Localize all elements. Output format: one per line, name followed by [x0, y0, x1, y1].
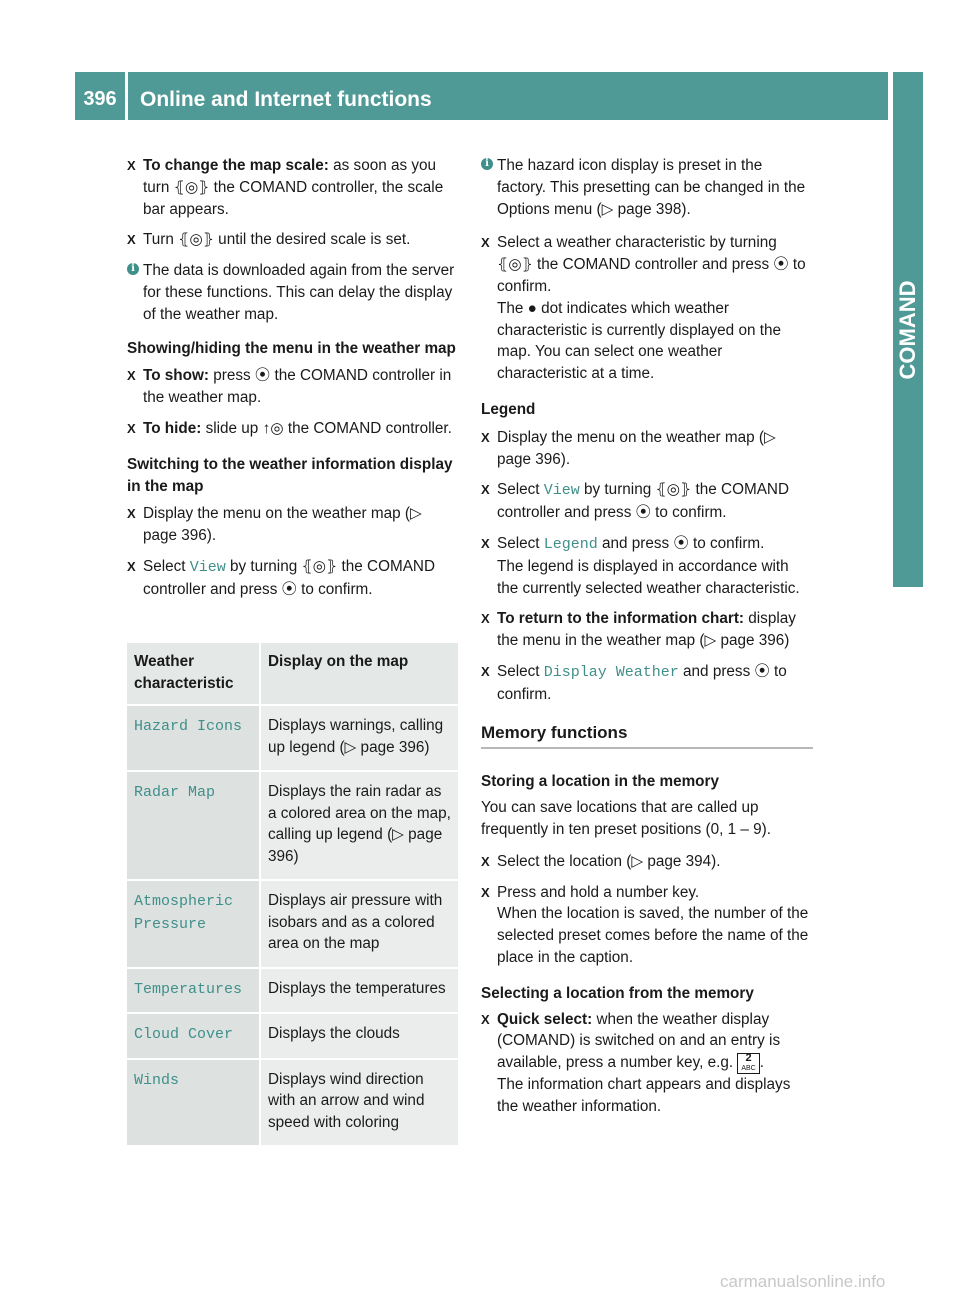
step-arrow-icon: X [481, 235, 490, 251]
characteristic-desc: Displays warnings, calling up legend (▷ page 396) [260, 705, 458, 771]
step-text: and press ⦿ to confirm. [497, 662, 787, 703]
right-column [481, 155, 813, 1126]
info-icon: i [481, 158, 493, 170]
section-heading: Showing/hiding the menu in the weather map [127, 339, 456, 357]
step-display-menu [127, 503, 460, 547]
step-note: When the location is saved, the number of the selected preset comes before the name of the place in the caption. [497, 905, 809, 966]
number-key-icon [737, 1053, 759, 1074]
step-text: Display the menu on the weather map (▷ page 396). [143, 505, 422, 545]
table-header-cell: Display on the map [260, 643, 458, 705]
step-select-view [127, 556, 460, 601]
side-tab-label-wrap [893, 72, 923, 587]
step-text: as soon as you turn ⦃◎⦄ the COMAND controller, the scale bar appears. [143, 157, 444, 218]
info-note [127, 260, 460, 325]
storing-text: You can save locations that are called up frequently in ten preset positions (0, 1 – 9). [481, 799, 771, 838]
table-row [127, 771, 458, 880]
step-note: The legend is displayed in accordance with the currently selected weather characteristic. [497, 557, 800, 597]
section-heading-legend: Legend [481, 400, 536, 418]
step-text: when the weather display (COMAND) is switched on and an entry is available, press a number key, e.g. [497, 1010, 781, 1072]
page-title: Online and Internet functions [140, 88, 432, 111]
table-row [127, 1013, 458, 1059]
step-display-weather [481, 661, 813, 706]
table-header-row [127, 643, 458, 705]
info-note [481, 155, 813, 220]
section-heading-memory: Memory functions [481, 722, 813, 750]
step-arrow-icon: X [481, 884, 490, 900]
step-text: display the menu in the weather map (▷ page 396) [497, 610, 796, 650]
table-header-cell: Weather characteristic [127, 643, 260, 705]
step-bold: To show: [143, 367, 209, 385]
menu-item-legend: Legend [543, 535, 598, 553]
step-text: . [759, 1054, 764, 1072]
characteristic-name: Radar Map [134, 784, 216, 801]
characteristic-name: Temperatures [134, 980, 243, 998]
step-arrow-icon: X [481, 1011, 490, 1027]
step-text: slide up ↑◎ the COMAND controller. [201, 419, 452, 437]
step-turn-scale [127, 229, 460, 251]
step-arrow-icon: X [127, 558, 136, 574]
characteristic-name: Hazard Icons [134, 718, 243, 735]
step-change-scale [127, 155, 460, 220]
step-text: Select [497, 662, 544, 680]
step-arrow-icon: X [481, 611, 490, 627]
step-select-characteristic [481, 232, 813, 385]
characteristic-desc: Displays air pressure with isobars and as a colored area on the map [260, 880, 458, 968]
step-text: press ⦿ the COMAND controller in the weather map. [143, 367, 452, 407]
step-bold: To return to the information chart: [497, 610, 745, 628]
section-heading: Switching to the weather information display in the map [127, 455, 453, 495]
menu-item-display-weather: Display Weather [543, 663, 679, 681]
step-arrow-icon: X [481, 482, 490, 498]
step-note: The information chart appears and displays the weather information. [497, 1075, 791, 1115]
characteristic-desc: Displays the temperatures [260, 968, 458, 1014]
step-arrow-icon: X [127, 158, 136, 173]
page-number: 396 [83, 88, 117, 110]
menu-item-view: View [189, 558, 226, 576]
step-text: by turning ⦃◎⦄ the COMAND controller and press ⦿ to confirm. [497, 481, 790, 522]
step-legend-menu [481, 427, 813, 471]
table-row [127, 968, 458, 1014]
info-icon: i [127, 263, 139, 275]
characteristic-name: Atmospheric Pressure [134, 893, 234, 933]
step-text: Select [143, 557, 190, 575]
step-select-location [481, 851, 813, 873]
step-text: Select [497, 534, 544, 552]
side-tab-label: COMAND [895, 280, 920, 379]
step-arrow-icon: X [127, 506, 136, 522]
step-bold: To hide: [143, 419, 202, 437]
step-bold: To change the map scale: [143, 157, 329, 174]
menu-item-view: View [543, 482, 580, 500]
step-arrow-icon: X [481, 663, 490, 679]
step-text: Display the menu on the weather map (▷ page 396). [497, 428, 776, 468]
characteristic-desc: Displays the rain radar as a colored area on the map, calling up legend (▷ page 396) [260, 771, 458, 880]
step-legend-view [481, 479, 813, 524]
left-column [127, 155, 460, 610]
table-row [127, 880, 458, 968]
table-row [127, 705, 458, 771]
subheading-selecting: Selecting a location from the memory [481, 984, 754, 1002]
step-arrow-icon: X [481, 429, 490, 445]
characteristic-name: Winds [134, 1071, 180, 1089]
step-arrow-icon: X [127, 368, 136, 384]
step-legend-select [481, 533, 813, 599]
step-arrow-icon: X [127, 232, 136, 248]
key-digit: 2 [745, 1051, 752, 1064]
step-text: Select a weather characteristic by turning ⦃◎⦄ the COMAND controller and press ⦿ to confirm. [497, 234, 806, 295]
step-press-hold [481, 882, 813, 969]
step-arrow-icon: X [481, 535, 490, 551]
step-text: by turning ⦃◎⦄ the COMAND controller and press ⦿ to confirm. [143, 557, 436, 598]
step-arrow-icon: X [481, 853, 490, 869]
characteristic-desc: Displays wind direction with an arrow and wind speed with coloring [260, 1059, 458, 1146]
watermark: carmanualsonline.info [720, 1272, 886, 1291]
step-note: The ● dot indicates which weather characteristic is currently displayed on the map. You can select one weather characteristic at a time. [497, 299, 781, 383]
step-text: Press and hold a number key. [497, 883, 700, 901]
step-arrow-icon: X [127, 420, 136, 436]
step-hide [127, 418, 460, 440]
step-text: Select [497, 481, 544, 499]
step-return [481, 608, 813, 652]
info-text: The data is downloaded again from the server for these functions. This can delay the display of the weather map. [143, 262, 455, 323]
step-quick-select [481, 1009, 813, 1118]
key-letters: ABC [741, 1064, 756, 1072]
characteristic-name: Cloud Cover [134, 1026, 234, 1043]
subheading-storing: Storing a location in the memory [481, 773, 719, 791]
characteristic-desc: Displays the clouds [260, 1013, 458, 1059]
weather-table [127, 643, 458, 1145]
step-text: Select the location (▷ page 394). [497, 852, 721, 870]
step-bold: Quick select: [497, 1010, 593, 1028]
step-show [127, 365, 460, 409]
table-row [127, 1059, 458, 1146]
info-text: The hazard icon display is preset in the factory. This presetting can be changed in the Options menu (▷ page 398). [497, 157, 806, 218]
step-text: and press ⦿ to confirm. [597, 534, 765, 552]
step-text: Turn ⦃◎⦄ until the desired scale is set. [143, 231, 411, 249]
